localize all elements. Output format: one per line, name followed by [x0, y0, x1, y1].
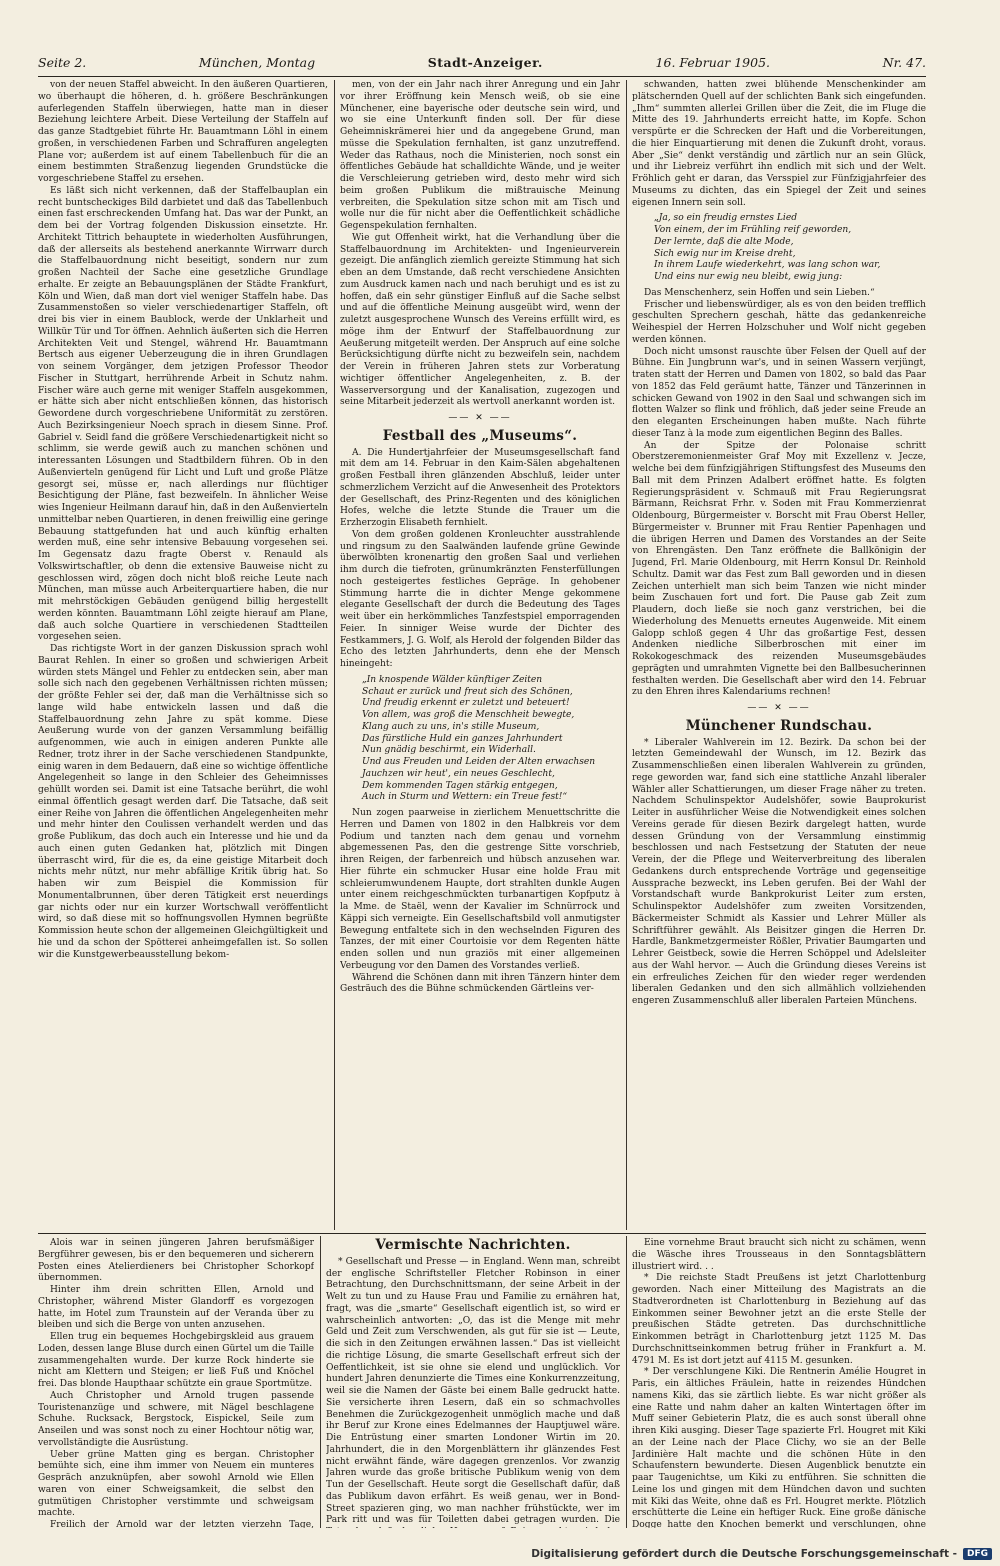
poem-line: „In knospende Wälder künftiger Zeiten: [362, 674, 543, 685]
column-novel: [38, 1238, 314, 1528]
dfg-logo: DFG: [963, 1548, 992, 1560]
poem-line: Dem kommenden Tagen stärkig entgegen,: [362, 780, 558, 791]
festball-heading: Festball des „Museums“.: [382, 427, 578, 444]
header-rule: [38, 76, 926, 77]
novel-paragraph: Freilich der Arnold war der letzten vierzehn Tage,: [50, 1520, 314, 1528]
poem-line: „Ja, so ein freudig ernstes Lied: [654, 213, 798, 224]
novel-paragraph: Auch Christopher und Arnold trugen passende Touristenanzüge und schwere, mit Nägel beschlagene Schuhe. Rucksack, Bergstock, Eispickel, Seile zum Anseilen und was sonst noch zu einer Hochtour nötig war, vervollständigte die Ausrüstung.: [38, 1390, 314, 1448]
poem-line: In ihrem Laufe wiederkehrt, was lang schon war,: [654, 260, 881, 271]
digitization-footer: [531, 1548, 992, 1560]
article-paragraph: Frischer und liebenswürdiger, als es von den beiden trefflich geschulten Sprechern geschah, hätte das gedankenreiche Weihespiel der Herren Holzschuher und Wolf nicht gegeben werden können.: [632, 299, 926, 345]
article-paragraph: * Die reichste Stadt Preußens ist jetzt Charlottenburg geworden. Nach einer Mitteilung des Magistrats an die Stadtverordneten ist Charlottenburg in Beziehung auf das Einkommen seiner Bewohner jetzt an die erste Stelle der preußischen Städte getreten. Das durchschnittliche Einkommen beträgt in Charlottenburg jetzt 1125 M. Das Durchschnittseinkommen betrug früher in Frankfurt a. M. 4791 M. Es ist dort jetzt auf 4115 M. gesunken.: [632, 1273, 926, 1366]
article-paragraph: von der neuen Staffel abweicht. In den äußeren Quartieren, wo überhaupt die höheren, d. h. größere Beschränkungen auferlegenden Staffeln überwiegen, hatte man in dieser Beziehung leichtere Arbeit. Diese Verteilung der Staffeln auf das ganze Stadtgebiet führte Hr. Bauamtmann Löhl in einem großen, in verschiedenen Farben und Schraffuren angelegten Plane vor; außerdem ist auf einem Tabellenbuch für die an einem bestimmten Straßenzug liegenden Grundstücke die vorgeschriebene Staffel zu ersehen.: [38, 80, 328, 184]
poem-line: Schaut er zurück und freut sich des Schönen,: [362, 686, 573, 697]
novel-paragraph: Ellen trug ein bequemes Hochgebirgskleid aus grauem Loden, dessen lange Bluse durch einen Gürtel um die Taille zusammengehalten wurde. Der kurze Rock hinderte sie nicht am Klettern und Steigen; er ließ Fuß und Knöchel frei. Das blonde Haupthaar schützte ein graue Sportmütze.: [38, 1332, 314, 1389]
poem-line: Auch in Sturm und Wettern: ein Treue fest!“: [362, 792, 568, 803]
page-header: [38, 55, 926, 75]
section-separator: —— ✕ ——: [747, 703, 811, 713]
article-paragraph: * Der verschlungene Kiki. Die Rentnerin Amélie Hougret in Paris, ein ältliches Fräulein, hatte in reizendes Hündchen namens Kiki, das sie zärtlich liebte. Es war nicht größer als eine Ratte und nahm daher an kalten Wintertagen öfter im Muff seiner Gebieterin Platz, die es auch sonst überall ohne ihren Kiki ausging. Dieser Tage spazierte Frl. Hougret mit Kiki an der Leine nach der Place Clichy, wo sie an der Belle Jardinière Halt machte und die schönen Hüte in den Schaufenstern bewunderte. Diesen Augenblick benutzte ein paar Taugenichtse, um Kiki zu entführen. Sie schnitten die Leine los und gingen mit dem Hündchen davon und suchten mit Kiki das Weite, ohne daß es Frl. Hougret merkte. Plötzlich erschütterte die Leine ein heftiger Ruck. Eine große dänische Dogge hatte den Knochen bemerkt und verschlungen, ohne: [632, 1367, 926, 1528]
column-rule: [626, 80, 627, 1230]
column-rule: [320, 1236, 321, 1528]
article-paragraph: A. Die Hundertjahrfeier der Museumsgesellschaft fand mit dem am 14. Februar in den Kaim-Sälen abgehaltenen großen Festball ihren glänzenden Abschluß, leider unter schmerzlichem Verzicht auf die Anwesenheit des Protektors der Gesellschaft, des Prinz-Regenten und des königlichen Hofes, welche die letzte Stunde die Trauer um die Erzherzogin Elisabeth fernhielt.: [340, 447, 620, 528]
article-paragraph: An der Spitze der Polonaise schritt Oberstzeremonienmeister Graf Moy mit Exzellenz v. Jecze, welche bei dem fünfzigjährigen Stiftungsfest des Museums den Ball mit dem Prinzen Adalbert eröffnet hatte. Es folgten Regierungspräsident v. Schmauß mit Frau Regierungsrat Bärmann, Reichsrat Frhr. v. Soden mit Frau Kommerzienrat Oldenbourg, Bürgermeister v. Borscht mit Frau Oberst Heller, Bürgermeister v. Brunner mit Frau Rentier Papenhagen und die übrigen Herren und Damen des Vorstandes an der Seite von Ehrengästen. Den Tanz eröffnete die Ballkönigin der Jugend, Frl. Marie Oldenbourg, mit Herrn Konsul Dr. Reinhold Schultz. Damit war das Fest zum Ball geworden und in diesen Zeichen unterhielt man sich beim Tanzen wie nicht minder beim Zuschauen fort und fort. Die Pause gab Zeit zum Plaudern, doch ließe sie noch ganz verstrichen, bei die Wiederholung des Menuetts erneutes Augenweide. Mit einem Galopp schloß gegen 4 Uhr das großartige Fest, dessen Andenken niedliche Silberbroschen mit einer im Rokokogeschmack des reizenden Museumsgebäudes geprägten und umrahmten Vignette bei den Ballbesucherinnen festhalten werden. Die Gesellschaft aber wird den 14. Februar zu den Ehren ihres Kalendariums rechnen!: [632, 440, 926, 698]
masthead: Stadt-Anzeiger.: [427, 55, 543, 70]
column-festball: [340, 80, 620, 1230]
article-paragraph: Nun zogen paarweise in zierlichem Menuettschritte die Herren und Damen von 1802 in den Halbkreis vor dem Podium und tanzten nach dem genau und vornehm abgemessenen Pas, den die gestrenge Sitte vorschrieb, ihren Reigen, der farbenreich und hübsch anzusehen war. Hier führte ein schmucker Husar eine holde Frau mit schleierumwundenem Haupte, dort strahlten dunkle Augen unter einem reichgeschmückten turbanartigen Kopfputz à la Mme. de Staël, wenn der Kavalier im Schnürrock und Käppi sich verneigte. Ein Gesellschaftsbild voll anmutigster Bewegung entfaltete sich in den wechselnden Figuren des Tanzes, der mit einer Courtoisie vor dem Regenten hätte enden sollen und nun graziös mit einer allgemeinen Verbeugung vor den Damen des Vorstandes verließ.: [340, 808, 620, 971]
poem-line: Jauchzen wir heut', ein neues Geschlecht,: [362, 768, 555, 779]
poem-line: Und freudig erkennt er zuletzt und beteuert!: [362, 698, 570, 709]
feuilleton-rule: [38, 1233, 926, 1234]
issue-number: Nr. 47.: [882, 55, 926, 70]
poem-line: Nun gnädig beschirmt, ein Widerhall.: [362, 745, 536, 756]
article-paragraph: * Liberaler Wahlverein im 12. Bezirk. Da schon bei der letzten Gemeindewahl der Wunsch, im 12. Bezirk das Zusammenschließen einen liberalen Wahlverein zu gründen, rege geworden war, fand sich eine stattliche Anzahl liberaler Wähler aller Schattierungen, um dieser Frage näher zu treten. Nachdem Schulinspektor Audelshöfer, sowie Bauprokurist Leiter in ausführlicher Weise die Notwendigkeit eines solchen Vereins gerade für diesen Bezirk dargelegt hatten, wurde dessen Gründung von der Versammlung einstimmig beschlossen und nach Festsetzung der Statuten der neue Verein, der die Pflege und Weiterverbreitung des liberalen Gedankens durch entsprechende Vorträge und gegenseitige Aussprache bezweckt, ins Leben gerufen. Bei der Wahl der Vorstandschaft wurde Bankprokurist Leiter zum ersten, Schulinspektor Audelshöfer zum zweiten Vorsitzenden, Bäckermeister Schmidt als Kassier und Lehrer Müller als Schriftführer gewählt. Als Beisitzer gingen die Herren Dr. Hardle, Bankmetzgermeister Rößler, Privatier Baumgarten und Lehrer Geistbeck, sowie die Herren Schöppel und Adelsleiter aus der Wahl hervor. — Auch die Gründung dieses Vereins ist ein erfreuliches Zeichen für den wieder reger werdenden liberalen Gedanken und den sich allmählich vollziehenden engeren Zusammenschluß aller liberalen Parteien Münchens.: [632, 737, 926, 1006]
column-rundschau: [632, 80, 926, 1230]
rundschau-heading: Münchener Rundschau.: [685, 717, 873, 734]
article-paragraph: Wie gut Offenheit wirkt, hat die Verhandlung über die Staffelbauordnung im Architekten- und Ingenieurverein gezeigt. Die anfänglich ziemlich gereizte Stimmung hat sich eben an dem Umstande, daß recht verschiedene Ansichten zum Ausdruck kamen nach und nach beruhigt und es ist zu hoffen, daß ein sehr günstiger Einfluß auf die Sache selbst und auf die öffentliche Meinung ausgeübt wird, wenn der zuletzt ausgesprochene Wunsch des Vereins erfüllt wird, es möge ihm der Entwurf der Staffelbauordnung zur Aeußerung mitgeteilt werden. Der Anspruch auf eine solche Berücksichtigung dürfte nicht zu bezweifeln sein, nachdem der Verein in früheren Jahren stets zur Vorberatung wichtiger öffentlicher Angelegenheiten, z. B. der Wasserversorgung und der Kanalisation, zugezogen und seine Mitarbeit jederzeit als wertvoll anerkannt worden ist.: [340, 232, 620, 408]
poem-weihespiel: [654, 213, 926, 284]
poem-line: Klang auch zu uns, in's stille Museum,: [362, 721, 540, 732]
vermischte-heading: Vermischte Nachrichten.: [375, 1238, 571, 1253]
novel-paragraph: Alois war in seinen jüngeren Jahren berufsmäßiger Bergführer gewesen, bis er den bequemeren und sicherern Posten eines Atelierdieners bei Christopher Schorkopf übernommen.: [38, 1238, 314, 1284]
article-paragraph: Das Menschenherz, sein Hoffen und sein Lieben.“: [644, 287, 875, 298]
issue-date: 16. Februar 1905.: [655, 55, 770, 70]
article-paragraph: * Gesellschaft und Presse — in England. Wenn man, schreibt der englische Schriftsteller Fletcher Robinson in einer Betrachtung, den Durchschnittsmann, der seine Arbeit in der Welt zu tun und zu Hause Frau und Familie zu ernähren hat, fragt, was die „smarte“ Gesellschaft eigentlich ist, so wird er wahrscheinlich antworten: „O, das ist die Menge mit mehr Geld und Zeit zum Verschwenden, als gut für sie ist — Leute, die sich in den Zeitungen erwähnen lassen.“ Das ist vielleicht die richtige Lösung, die smarte Gesellschaft erfreut sich der Oeffentlichkeit, ist sie ohne sie elend und unglücklich. Vor hundert Jahren denunzierte die Times eine Konkurrenzzeitung, weil sie die Namen der Gäste bei einem Balle gedruckt hatte. Sie versicherte ihren Lesern, daß ein so schmachvolles Benehmen die Zurückgezogenheit unmöglich mache und daß ihr Beruf zur Krone eines Edelmannes der Hauptjuwel wäre. Die Entrüstung einer smarten Londoner Wirtin im 20. Jahrhundert, die in den Morgenblättern ihr glänzendes Fest nicht erwähnt fände, wäre dagegen grenzenlos. Vor zwanzig Jahren wurde das große britische Publikum wenig von dem Tun der Gesellschaft. Heute sorgt die Gesellschaft dafür, daß das Publikum davon erfährt. Es weiß genau, wer in Bond-Street spazieren ging, wo man nachher frühstückte, wer im Park ritt und was für Toiletten dabei getragen wurden. Die: [326, 1256, 620, 1526]
article-paragraph: Es läßt sich nicht verkennen, daß der Staffelbauplan ein recht buntscheckiges Bild darbietet und daß das Tabellenbuch einen fast erschreckenden Umfang hat. Das war der Punkt, an dem bei der Vortrag folgenden Diskussion einsetzte. Hr. Architekt Tittrich behauptete in wiederholten Ausführungen, daß der allerseits als bestehend anerkannte Wirrwarr durch die Staffelbauordnung nicht beseitigt, sondern nur zum großen Nachteil der Sache eine gesetzliche Grundlage erhalte. Er zeigte an Bebauungsplänen der Städte Frankfurt, Köln und Wien, daß man dort viel weniger Staffeln habe. Das Zusammenstoßen so vieler verschiedenartiger Staffeln, oft drei bis vier in einem Baublock, werde der Unklarheit und Willkür Tür und Tor öffnen. Aehnlich äußerten sich die Herren Architekten Veit und Stengel, während Hr. Bauamtmann Bertsch aus eigener Ueberzeugung die in ihren Grundlagen von seinem Vorgänger, dem jetzigen Professor Theodor Fischer in Stuttgart, herrührende Arbeit in Schutz nahm. Fischer wäre auch gerne mit weniger Staffeln ausgekommen, er hätte sich aber nicht entschließen können, das historisch Gewordene durch vorgeschriebene Uniformität zu zerstören. Auch Bezirksingenieur Noech sprach in diesem Sinne. Prof. Gabriel v. Seidl fand die größere Verschiedenartigkeit nicht so schlimm, sie werde gewiß auch zu manchen schönen und interessanten Lösungen und Stadtbildern führen. Ob in den Außenvierteln genügend für Licht und Luft und große Plätze gesorgt sei, müsse er, nach allerdings nur flüchtiger Besichtigung der Pläne, fast bezweifeln. In ähnlicher Weise wies Ingenieur Heilmann darauf hin, daß in den Außenvierteln unmittelbar neben Quartieren, in denen freiwillig eine geringe Bebauung stattgefunden hat und auch künftig erhalten werden muß, eine sehr intensive Bebauung vorgesehen sei. Im Gegensatz dazu fragte Oberst v. Renauld als Volkswirtschaftler, ob denn die extensive Bauweise nicht zu geschlossen wird, zögen doch nicht bloß reiche Leute nach München, man müsse auch Arbeiterquartiere haben, die nur mit mehrstöckigen Gebäuden genügend billig hergestellt werden könnten. Bauamtmann Löhl zeigte hierauf am Plane, daß auch solche Quartiere in verschiedenen Stadtteilen vorgesehen seien.: [38, 185, 328, 643]
article-paragraph: Doch nicht umsonst rauschte über Felsen der Quell auf der Bühne. Ein Jungbrunn war's, und in seinen Wassern verjüngt, traten statt der Herren und Damen von 1802, so bald das Paar von 1852 das Feld geräumt hatte, Tänzer und Tänzerinnen in schicken Gewand von 1902 in den Saal und schwangen sich im flotten Walzer so flink und fröhlich, daß jeder seine Freude an den eleganten Erscheinungen haben mußte. Nach führte dieser Tanz à la mode zum eigentlichen Beginn des Balles.: [632, 346, 926, 439]
article-paragraph: Von dem großen goldenen Kronleuchter ausstrahlende und ringsum zu den Saalwänden laufende grüne Gewinde überwölbten kronenartig den großen Saal und verliehen ihm durch die tiefroten, grünumkränzten Fensterfüllungen noch gesteigertes festliches Gepräge. In gehobener Stimmung harrte die in dichter Menge gekommene elegante Gesellschaft der durch die Bedeutung des Tages weit über ein herkömmliches Tanzfestspiel emporragenden Feier. In sinniger Weise wurde der Dichter des Festkammers, J. G. Wolf, als Herold der folgenden Bilder das Echo des letzten Jahrhunderts, denn ehe der Mensch hineingeht:: [340, 529, 620, 669]
poem-line: Sich ewig nur im Kreise dreht,: [654, 248, 796, 259]
footer-text: Digitalisierung gefördert durch die Deutsche Forschungsgemeinschaft -: [531, 1548, 957, 1560]
article-paragraph: Das richtigste Wort in der ganzen Diskussion sprach wohl Baurat Rehlen. In einer so großen und schwierigen Arbeit würden stets Mängel und Fehler zu entdecken sein, aber man solle sich nach den gegebenen Verhältnissen richten müssen; der größte Fehler sei der, daß man die Verhältnisse sich so lange wild habe entwickeln lassen und daß die Staffelbauordnung zehn Jahre zu spät komme. Diese Aeußerung wurde von der ganzen Versammlung beifällig aufgenommen, wie auch in einigen anderen Punkte alle Redner, trotz ihrer in der Sache verschiedenen Standpunkte, einig waren in dem Bedauern, daß eine so wichtige öffentliche Angelegenheit so lange in den Schleier des Geheimnisses gehüllt worden sei. Damit ist eine Tatsache berührt, die wohl einmal öffentlich gesagt werden darf. Die Tatsache, daß seit einer Reihe von Jahren die öffentlichen Angelegenheiten mehr und mehr hinter den Coulissen verhandelt werden und das große Publikum, das doch auch ein Interesse und hie und da auch einen guten Gedanken hat, plötzlich mit Dingen überrascht wird, für die es, da eine geistige Mitarbeit doch nichts mehr nützt, nur mehr abfällige Kritik übrig hat. So haben wir zum Beispiel die Kommission für Monumentalbrunnen, über deren Tätigkeit erst neuerdings gar nichts oder nur ein kurzer Wortschwall veröffentlicht wird, so daß diese mit so hoffnungsvollen Hymnen begrüßte Kommission heute schon der allgemeinen Gleichgültigkeit und hie und da schon der Spötterei anheimgefallen ist. So sollen wir die Kunstgewerbeausstellung bekom-: [38, 644, 328, 960]
column-staffelbau: [38, 80, 328, 1230]
section-separator: —— ✕ ——: [448, 413, 512, 423]
article-paragraph: schwanden, hatten zwei blühende Menschenkinder am plätschernden Quell auf der schlichten Bank sich eingefunden. „Ihm“ summten allerlei Grillen über die Zeit, die im Fluge die Mitte des 19. Jahrhunderts erreicht hatte, im Kopfe. Schon verspürte er die Schrecken der Haft und die Vorbereitungen, die hier Einquartierung mit denen die Zukunft droht, voraus. Aber „Sie“ denkt verständig und zärtlich nur an sein Glück, und ihr Liebreiz verführt ihn endlich mit sich und der Welt. Fröhlich geht er daran, das Versspiel zur Fünfzigjahrfeier des Museums zu dichten, das ein Spiegel der Zeit und seines eigenen Innern sein soll.: [632, 80, 926, 208]
column-vermischte-cont: [632, 1238, 926, 1528]
poem-line: Und eins nur ewig neu bleibt, ewig jung:: [654, 272, 843, 282]
article-paragraph: men, von der ein Jahr nach ihrer Anregung und ein Jahr vor ihrer Eröffnung kein Mensch weiß, ob sie eine Münchener, eine bayerische oder deutsche sein wird, und wo sie eine Unterkunft finden soll. Der für diese Geheimniskrämerei hier und da angegebene Grund, man müsse die Spekulation fernhalten, ist ganz unzutreffend. Weder das Rathaus, noch die Ministerien, noch sonst ein öffentliches Gebäude hat schalldichte Wände, und je weiter die Verschleierung getrieben wird, desto mehr wird sich beim großen Publikum die mißtrauische Meinung verbreiten, die Spekulation sitze schon mit am Tisch und wolle nur die für nicht aber die Oeffentlichkeit schädliche Gegenspekulation fernhalten.: [340, 80, 620, 231]
column-rule: [334, 80, 335, 1230]
poem-line: Von allem, was groß die Menschheit bewegte,: [362, 710, 575, 720]
column-vermischte: [326, 1238, 620, 1528]
poem-line: Der lernte, daß die alte Mode,: [654, 236, 794, 247]
poem-line: Und aus Freuden und Leiden der Alten erwachsen: [362, 757, 596, 767]
poem-line: Das fürstliche Huld ein ganzes Jahrhundert: [362, 733, 563, 744]
page-number: Seite 2.: [38, 55, 87, 70]
novel-paragraph: Ueber grüne Matten ging es bergan. Christopher bemühte sich, eine ihm immer von Neuem ein munteres Gespräch anzuknüpfen, aber sowohl Arnold wie Ellen waren von einer Schweigsamkeit, die selbst den gutmütigen Christopher verstimmte und schweigsam machte.: [38, 1449, 314, 1519]
column-rule: [626, 1236, 627, 1528]
poem-festkammer: [362, 675, 620, 804]
novel-paragraph: Hinter ihm drein schritten Ellen, Arnold und Christopher, während Mister Glandorff es vorgezogen hatte, im Hotel zum Traunstein auf der Veranda über zu bleiben und sich die Berge von unten anzusehen.: [38, 1285, 314, 1331]
poem-line: Von einem, der im Frühling reif geworden,: [654, 225, 852, 235]
place-date: München, Montag: [198, 55, 316, 70]
article-paragraph: Eine vornehme Braut braucht sich nicht zu schämen, wenn die Wäsche ihres Trousseaus in den Sonntagsblättern illustriert wird. . .: [632, 1238, 926, 1272]
article-paragraph: Während die Schönen dann mit ihren Tänzern hinter dem Gesträuch des die Bühne schmückenden Gärtleins ver-: [340, 972, 620, 995]
